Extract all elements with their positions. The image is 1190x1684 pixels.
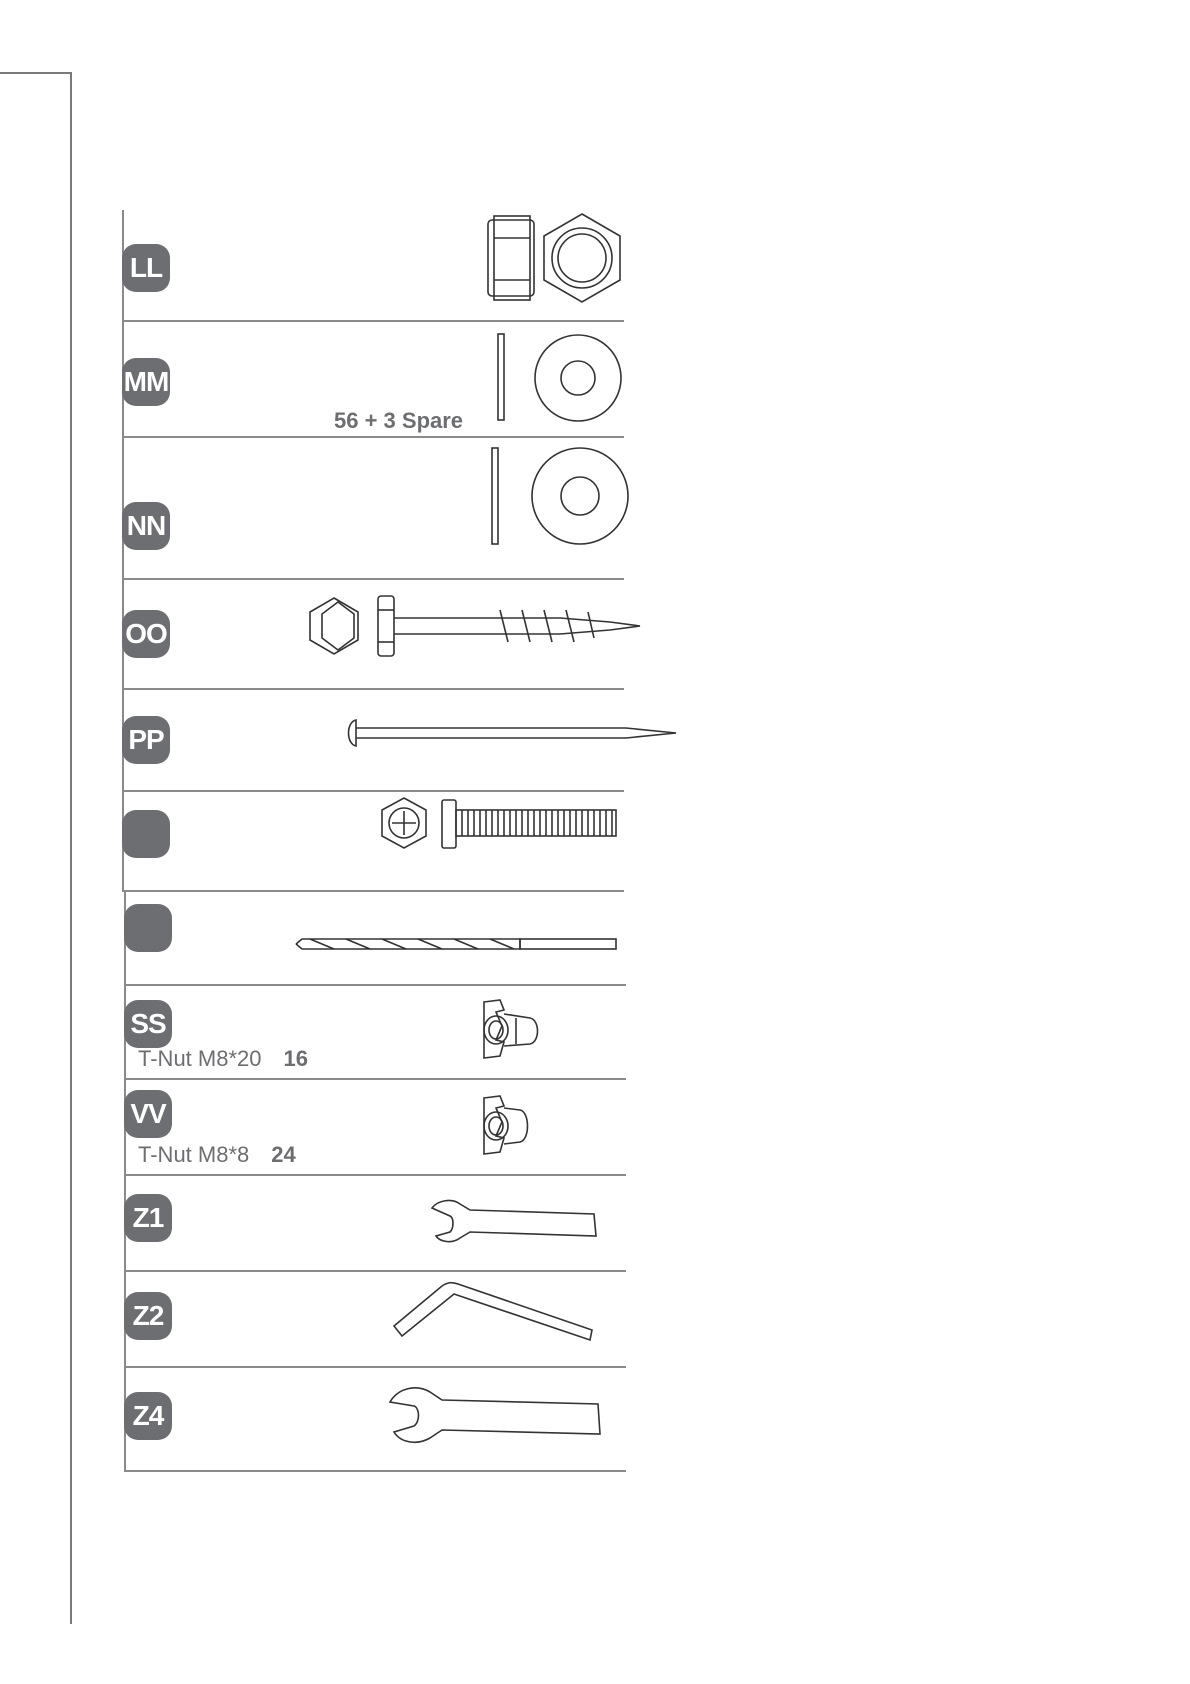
page-frame-top [0,72,72,74]
lock-nut-icon [484,210,634,306]
part-row-pp [122,688,624,792]
part-description [138,1046,308,1072]
t-nut-icon [474,1092,544,1162]
drill-bit-icon [290,934,620,954]
t-nut-icon [474,996,544,1066]
part-quantity: 56 + 3 Spare [334,408,464,433]
part-code-badge: NN [122,502,170,550]
lag-screw-icon [310,594,650,664]
large-wrench-icon [388,1382,604,1448]
part-row-z4 [124,1366,626,1472]
part-code-badge: Z4 [124,1392,172,1440]
hex-bolt-icon [380,796,620,852]
part-row-ss [124,984,626,1080]
part-name: T-Nut M8*8 [138,1142,250,1167]
part-code-badge: PP [122,716,170,764]
part-code-badge [124,904,172,952]
part-code-badge: VV [124,1090,172,1138]
part-name: T-Nut M8*20 [138,1046,262,1071]
part-description [138,1142,296,1168]
part-row-z1 [124,1174,626,1272]
part-code-badge: Z1 [124,1194,172,1242]
part-row-mm [122,320,624,438]
part-code-badge: MM [122,358,170,406]
part-code-badge [122,810,170,858]
part-quantity: 16 [283,1046,308,1071]
part-row-hex-bolt [122,790,624,892]
part-quantity: 24 [271,1142,296,1167]
flat-washer-icon [496,332,626,424]
part-row-drill-bit [124,890,626,986]
part-code-badge: Z2 [124,1292,172,1340]
allen-key-icon [392,1278,602,1348]
nail-icon [346,716,686,752]
part-row-vv [124,1078,626,1176]
large-washer-icon [490,446,630,546]
page-frame-left [70,72,72,1624]
part-row-oo [122,578,624,690]
part-code-badge: SS [124,1000,172,1048]
part-code-badge: OO [122,610,170,658]
part-code-badge: LL [122,244,170,292]
open-wrench-icon [430,1196,600,1246]
part-row-z2 [124,1270,626,1368]
part-row-nn [122,436,624,580]
part-row-ll [122,210,624,322]
